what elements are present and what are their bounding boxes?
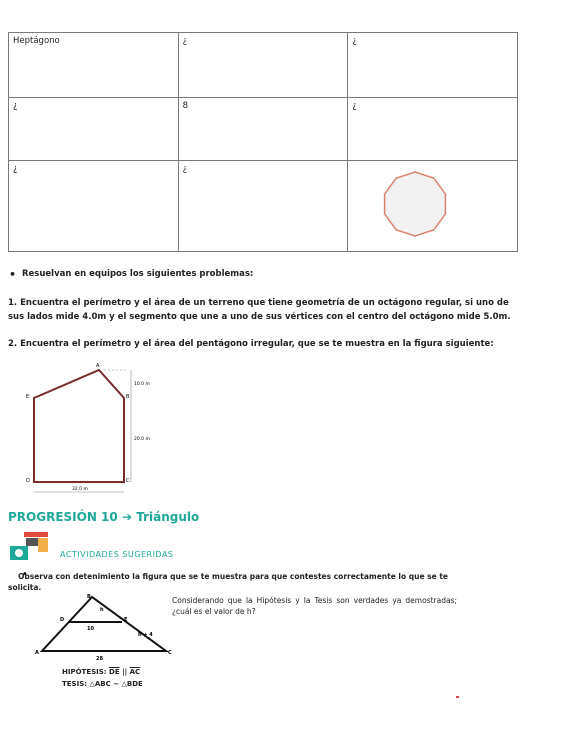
table-cell: ¿ [348,98,518,161]
triangle-abc [42,597,166,651]
triangle-symbol-icon: △ [121,680,127,688]
vertex-c-label: C [168,650,172,656]
progression-topic: Triángulo [136,510,200,524]
parallel-symbol: || [122,668,128,676]
table-cell: ¿ [178,33,348,98]
icon-head [26,538,38,546]
label-28: 28 [96,656,103,662]
similar-symbol: ~ [113,680,120,688]
pentagon-shape [34,370,124,482]
table-cell: 8 [178,98,348,161]
table-cell: Heptágono [9,33,179,98]
table-cell: ¿ [178,161,348,252]
thesis-label: TESIS: [62,680,88,688]
activities-icon [8,530,56,562]
vertex-d-label: D [60,617,65,623]
segment-ac-text: $\overline{AC}$ [129,668,141,676]
icon-body [38,538,48,552]
vertex-e-label: E [124,617,128,623]
progression-heading [8,510,199,524]
hypothesis [62,668,140,676]
triangle-figure [30,594,180,664]
table-row [9,161,518,252]
label-h: h [100,607,104,613]
vertex-a-label: A [35,650,39,656]
table-row [9,33,518,98]
table-cell: ¿ [9,161,179,252]
data-table [8,32,518,252]
icon-top-bar [24,532,48,537]
icon-gear [15,549,23,557]
considering-text: Considerando que la Hipótesis y la Tesis son verdades ya demostradas; ¿cuál es el valor de h? [172,596,457,616]
vertex-a: A [96,363,100,369]
problem-1: 1. Encuentra el perímetro y el área de un terreno que tiene geometría de un octágono regular, si uno de sus lados mide 4.0m y el segmento que une a uno de sus vértices con el centro del octágono mide 5.0m. [8,298,511,322]
dim-bottom: 32.0 m [72,487,88,492]
triangle-bde-text: BDE [126,680,143,688]
instruction-text: • Resuelvan en equipos los siguientes problemas: [22,269,253,279]
dim-top-right: 10.0 m [134,382,150,387]
problem-2: 2. Encuentra el perímetro y el área del pentágono irregular, que se te muestra en la figura siguiente: [8,339,494,349]
triangle-abc-text: ABC [94,680,111,688]
label-10: 10 [87,626,94,632]
table-cell: ¿ [348,33,518,98]
arrow-icon: ➔ [121,510,133,524]
vertex-e: E [26,394,30,400]
decagon-shape [385,172,446,236]
progression-number: PROGRESIÓN 10 [8,510,118,524]
table-cell-decagon [348,161,518,252]
table-row [9,98,518,161]
vertex-b: B [126,394,130,400]
hypothesis-label: HIPÓTESIS: [62,668,107,676]
observe-text: • Observa con detenimiento la figura que se te muestra para que contestes correctamente lo que se te solicita. [8,571,458,593]
dim-right: 20.0 m [134,437,150,442]
activities-label: ACTIVIDADES SUGERIDAS [60,550,174,559]
segment-de-text: $\overline{DE}$ [109,668,120,676]
label-h-plus-4: h + 4 [138,632,153,638]
triangle-symbol-icon: △ [89,680,95,688]
vertex-b-label: B [87,594,91,600]
decagon-figure [380,169,450,239]
vertex-d: D [26,478,30,484]
table-cell: ¿ [9,98,179,161]
red-mark [456,696,459,698]
vertex-c: C [126,478,130,484]
thesis [62,680,143,688]
pentagon-figure [14,360,154,500]
